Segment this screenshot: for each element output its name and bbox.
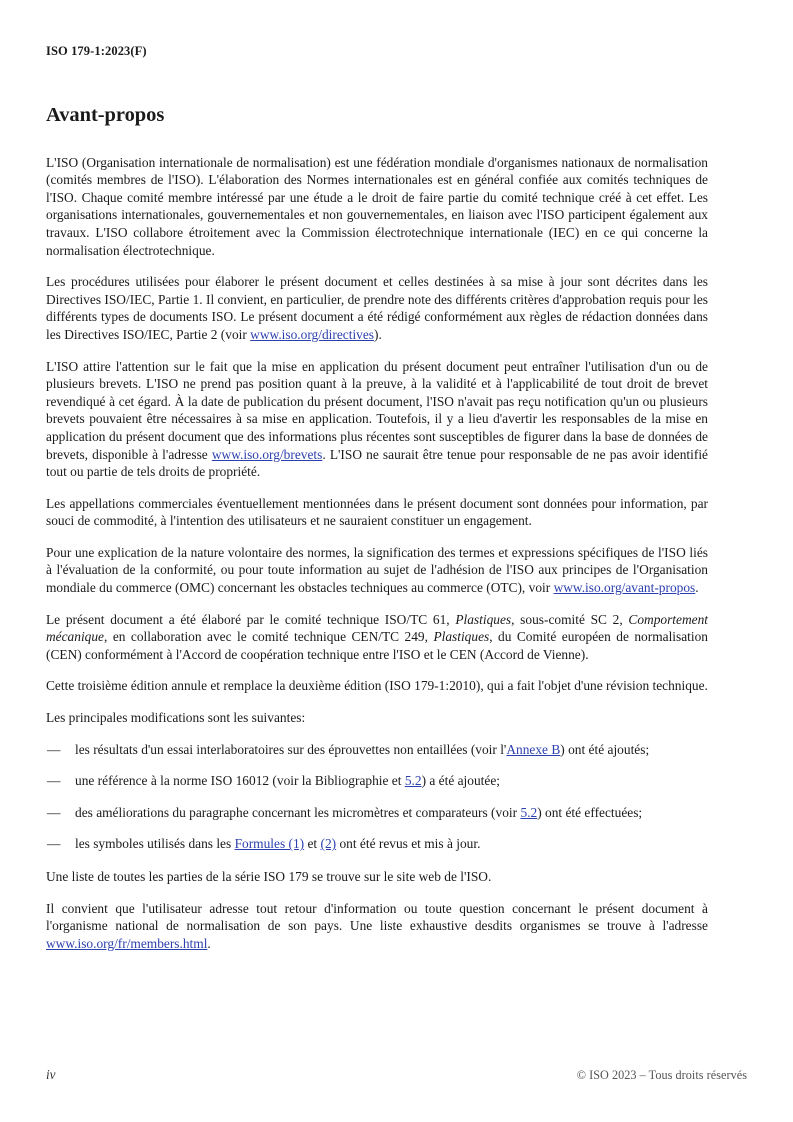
link-iso-members[interactable]: www.iso.org/fr/members.html xyxy=(46,935,208,951)
list-item xyxy=(46,835,708,853)
paragraph-patents xyxy=(46,358,708,481)
list-item xyxy=(46,741,708,759)
paragraph-text: Le présent document a été élaboré par le comité technique ISO/TC 61, xyxy=(46,611,456,627)
page-title: Avant-propos xyxy=(46,104,165,126)
paragraph-edition xyxy=(46,677,708,695)
list-intro-text: Les principales modifications sont les suivantes: xyxy=(46,710,306,726)
list-item-text-tail: ont été revus et mis à jour. xyxy=(336,836,481,852)
em-dash-bullet: — xyxy=(47,836,61,852)
paragraph-text: Les procédures utilisées pour élaborer le présent document et celles destinées à sa mise à jour sont décrites dans les Directives ISO/IEC, Partie 1. Il convient, en particulier, de prendre note des différents critères d'approbation requis pour les différents types de documents ISO. Le présent document a été rédigé conformément aux règles de rédaction données dans les Directives ISO/IEC, Partie 2 (voir xyxy=(46,274,708,342)
paragraph-text: Les appellations commerciales éventuellement mentionnées dans le présent document sont données pour information, par souci de commodité, à l'intention des utilisateurs et ne sauraient constituer un engagement. xyxy=(46,495,708,529)
list-item-text-tail: ) a été ajoutée; xyxy=(421,773,500,789)
paragraph-text-tail: ). xyxy=(374,326,382,342)
paragraph-text-tail: , du Comité européen de normalisation (CEN) conformément à l'Accord de coopération technique entre l'ISO et le CEN (Accord de Vienne). xyxy=(46,629,708,662)
paragraph-text: Une liste de toutes les parties de la série ISO 179 se trouve sur le site web de l'ISO. xyxy=(46,869,492,884)
list-intro xyxy=(46,709,708,727)
list-item-text-tail: ) ont été ajoutés; xyxy=(560,741,650,757)
paragraph-series-parts xyxy=(46,868,708,886)
paragraph-procedures xyxy=(46,273,708,343)
paragraph-text: Pour une explication de la nature volontaire des normes, la signification des termes et expressions spécifiques de l'ISO liés à l'évaluation de la conformité, ou pour toute information au sujet de l'adhésion de l'ISO aux principes de l'Organisation mondiale du commerce (OMC) concernant les obstacles techniques au commerce (OTC), voir xyxy=(46,544,708,596)
paragraph-text: , en collaboration avec le comité technique CEN/TC 249, xyxy=(104,629,434,645)
copyright-notice: © ISO 2023 – Tous droits réservés xyxy=(576,1068,747,1082)
page-content xyxy=(46,0,708,952)
paragraph-trade-names xyxy=(46,495,708,530)
committee-title-plastiques-1: Plastiques xyxy=(455,611,512,627)
list-item-text: une référence à la norme ISO 16012 (voir la Bibliographie et xyxy=(75,773,405,789)
paragraph-text: Cette troisième édition annule et remplace la deuxième édition (ISO 179-1:2010), qui a fait l'objet d'une révision technique. xyxy=(46,678,708,694)
list-item-text: les symboles utilisés dans les xyxy=(75,836,235,852)
page-number: iv xyxy=(46,1067,56,1082)
link-iso-avant-propos[interactable]: www.iso.org/avant-propos xyxy=(553,580,696,596)
em-dash-bullet: — xyxy=(47,773,61,789)
changes-list xyxy=(46,741,708,853)
link-annexe-b[interactable]: Annexe B xyxy=(506,741,561,757)
em-dash-bullet: — xyxy=(47,741,61,757)
list-item xyxy=(46,804,708,822)
paragraph-wto-tbt xyxy=(46,544,708,597)
paragraph-committee xyxy=(46,611,708,664)
list-item xyxy=(46,772,708,790)
paragraph-text-tail: . xyxy=(695,580,699,596)
list-item-text-mid: et xyxy=(304,836,321,852)
link-clause-5-2[interactable]: 5.2 xyxy=(520,804,538,820)
list-item-text: les résultats d'un essai interlaboratoires sur des éprouvettes non entaillées (voir l' xyxy=(75,741,507,757)
paragraph-text-tail: . xyxy=(207,935,211,951)
running-header: ISO 179-1:2023(F) xyxy=(46,44,147,58)
paragraph-text: , sous-comité SC 2, xyxy=(511,611,629,627)
link-iso-brevets[interactable]: www.iso.org/brevets xyxy=(211,446,323,462)
paragraph-text-tail: . L'ISO ne saurait être tenue pour responsable de ne pas avoir identifié tout ou partie de tels droits de propriété. xyxy=(46,446,708,480)
list-item-text-tail: ) ont été effectuées; xyxy=(537,804,643,820)
committee-title-plastiques-2: Plastiques xyxy=(433,629,490,645)
paragraph-text: L'ISO attire l'attention sur le fait que la mise en application du présent document peut entraîner l'utilisation d'un ou de plusieurs brevets. L'ISO ne prend pas position quant à la preuve, à la validité et à l'applicabilité de tout droit de brevet revendiqué à cet égard. À la date de publication du présent document, l'ISO n'avait pas reçu notification qu'un ou plusieurs brevets pouvaient être nécessaires à sa mise en application. Toutefois, il y a lieu d'avertir les responsables de la mise en application du présent document que des informations plus récentes sont susceptibles de figurer dans la base de données de brevets, disponible à l'adresse xyxy=(46,358,708,462)
paragraph-text: L'ISO (Organisation internationale de normalisation) est une fédération mondiale d'organismes nationaux de normalisation (comités membres de l'ISO). L'élaboration des Normes internationales est en général confiée aux comités techniques de l'ISO. Chaque comité membre intéressé par une étude a le droit de faire partie du comité technique créé à cet effet. Les organisations internationales, gouvernementales et non gouvernementales, en liaison avec l'ISO participent également aux travaux. L'ISO collabore étroitement avec la Commission électrotechnique internationale (IEC) en ce qui concerne la normalisation électrotechnique. xyxy=(46,154,708,258)
em-dash-bullet: — xyxy=(47,804,61,820)
paragraph-iso-federation xyxy=(46,154,708,260)
page-footer xyxy=(46,1067,747,1083)
link-formule-2[interactable]: (2) xyxy=(320,836,337,852)
list-item-text: des améliorations du paragraphe concernant les micromètres et comparateurs (voir xyxy=(75,804,521,820)
subcommittee-title-comportement-mecanique: Comportement mécanique xyxy=(46,611,708,645)
link-clause-5-2[interactable]: 5.2 xyxy=(404,773,422,789)
paragraph-text: Il convient que l'utilisateur adresse tout retour d'information ou toute question concernant le présent document à l'organisme national de normalisation de son pays. Une liste exhaustive desdits organismes se trouve à l'adresse xyxy=(46,900,708,934)
link-iso-directives[interactable]: www.iso.org/directives xyxy=(250,326,375,342)
link-formule-1[interactable]: Formules (1) xyxy=(234,836,305,852)
paragraph-feedback xyxy=(46,900,708,953)
